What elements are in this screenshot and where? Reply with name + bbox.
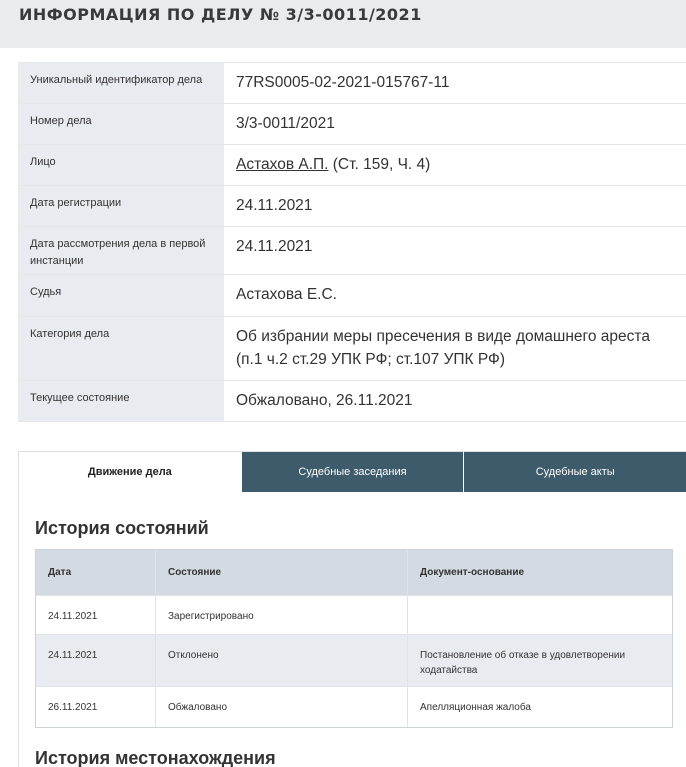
table-cell-document: Апелляционная жалоба bbox=[420, 702, 531, 713]
case-info-label: Судья bbox=[18, 275, 224, 316]
case-info-row-status bbox=[18, 381, 686, 422]
case-info-label: Лицо bbox=[18, 145, 224, 185]
case-info-label: Уникальный идентификатор дела bbox=[18, 63, 224, 103]
case-tabs bbox=[18, 451, 686, 491]
table-cell-date: 24.11.2021 bbox=[36, 635, 156, 686]
header-band bbox=[0, 0, 686, 48]
column-header-state: Состояние bbox=[156, 550, 408, 595]
column-header-date: Дата bbox=[36, 550, 156, 595]
table-cell-state: Обжаловано bbox=[156, 687, 408, 727]
column-header-document: Документ-основание bbox=[420, 567, 525, 578]
person-link[interactable]: Астахов А.П. bbox=[236, 156, 329, 173]
table-cell-document bbox=[408, 596, 672, 634]
status-history-title: История состояний bbox=[35, 518, 209, 538]
case-info-value: 24.11.2021 bbox=[236, 197, 313, 214]
location-history-title: История местонахождения bbox=[35, 748, 276, 767]
person-article: (Ст. 159, Ч. 4) bbox=[328, 156, 431, 173]
page-title: ИНФОРМАЦИЯ ПО ДЕЛУ № 3/3-0011/2021 bbox=[19, 5, 422, 24]
table-cell-date: 26.11.2021 bbox=[36, 687, 156, 727]
table-cell-state: Отклонено bbox=[156, 635, 408, 686]
case-info-row-uid bbox=[18, 63, 686, 104]
case-info-label: Текущее состояние bbox=[18, 381, 224, 421]
tab-court-acts[interactable]: Судебные акты bbox=[463, 452, 686, 492]
tab-court-sessions[interactable]: Судебные заседания bbox=[241, 452, 464, 492]
case-info-value: Об избрании меры пресечения в виде домашнего ареста (п.1 ч.2 ст.29 УПК РФ; ст.107 УПК РФ) bbox=[236, 328, 650, 368]
case-info-value bbox=[224, 145, 686, 185]
table-cell-state: Зарегистрировано bbox=[156, 596, 408, 634]
case-info-table bbox=[18, 62, 686, 422]
table-cell-date: 24.11.2021 bbox=[36, 596, 156, 634]
case-info-value: Обжаловано, 26.11.2021 bbox=[236, 392, 413, 409]
table-header-row bbox=[36, 550, 672, 596]
table-row bbox=[36, 635, 672, 687]
tab-case-movement[interactable]: Движение дела bbox=[18, 452, 241, 492]
case-info-value: 77RS0005-02-2021-015767-11 bbox=[236, 74, 450, 91]
case-info-value: Астахова Е.С. bbox=[236, 286, 337, 303]
case-info-row-number bbox=[18, 104, 686, 145]
case-info-label: Номер дела bbox=[18, 104, 224, 144]
case-info-row-person bbox=[18, 145, 686, 186]
table-row bbox=[36, 687, 672, 727]
status-history-table bbox=[35, 549, 673, 728]
case-info-row-hearing-date bbox=[18, 227, 686, 275]
table-cell-document: Постановление об отказе в удовлетворении ходатайства bbox=[420, 650, 626, 676]
case-info-label: Категория дела bbox=[18, 317, 224, 380]
case-info-label: Дата регистрации bbox=[18, 186, 224, 226]
table-row bbox=[36, 596, 672, 635]
case-info-label: Дата рассмотрения дела в первой инстанции bbox=[18, 227, 224, 274]
case-info-row-registration-date bbox=[18, 186, 686, 227]
case-info-value: 3/3-0011/2021 bbox=[236, 115, 335, 132]
case-info-row-category bbox=[18, 317, 686, 381]
case-info-value: 24.11.2021 bbox=[236, 238, 313, 255]
case-info-row-judge bbox=[18, 275, 686, 317]
